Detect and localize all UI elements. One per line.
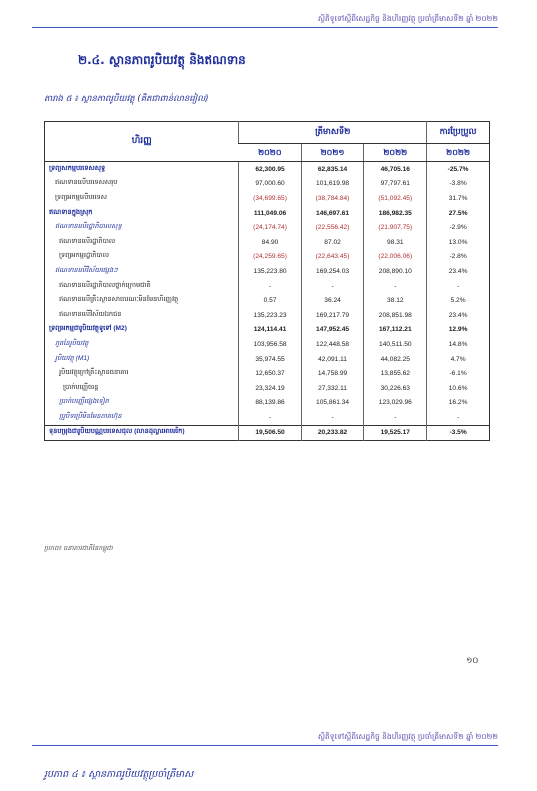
row-label: ទ្រព្យអកម្មលើបរទេស — [55, 193, 108, 201]
value-2021: 122,448.58 — [301, 337, 364, 352]
change-value: 31.7% — [427, 191, 490, 206]
value-2022: 98.31 — [364, 235, 427, 250]
value-2021: - — [301, 410, 364, 425]
row-label: ប្រាក់បញ្ញើចរន្ត — [63, 383, 99, 391]
value-2020: 19,506.50 — [239, 425, 301, 441]
value-2020: 62,300.95 — [239, 162, 301, 177]
change-value: - — [427, 279, 490, 294]
change-value: 5.2% — [427, 293, 490, 308]
row-label: ឥណទានលើរដ្ឋាភិបាលថ្នាក់ក្រោមជាតិ — [59, 281, 151, 289]
value-2022: 38.12 — [364, 293, 427, 308]
table-row — [45, 352, 490, 367]
value-2022: (21,907.75) — [364, 220, 427, 235]
value-2020: 135,223.80 — [239, 264, 301, 279]
table-row — [45, 191, 490, 206]
table-row — [45, 250, 490, 265]
value-2020: (24,259.65) — [239, 250, 301, 265]
section-title: ២.៤. ស្ថានភាពរូបិយវត្ថុ និងឥណទាន — [78, 53, 246, 67]
value-2021: (22,643.45) — [301, 250, 364, 265]
value-2020: 124,114.41 — [239, 323, 301, 338]
change-value: -2.8% — [427, 250, 490, 265]
change-value: 10.6% — [427, 381, 490, 396]
change-value: -3.5% — [427, 425, 490, 441]
row-label: រូបិយវត្ថុក្រៅគ្រឹះស្ថានធនាគារ — [59, 369, 129, 377]
table-caption: តារាង ៥ ៖ ស្ថានភាពរូបិយវត្ថុ (គិតជាពាន់លានរៀល) — [44, 94, 209, 104]
value-2022: 30,226.63 — [364, 381, 427, 396]
footer-rule — [32, 745, 498, 746]
value-2021: 20,233.82 — [301, 425, 364, 441]
table-row — [45, 206, 490, 221]
value-2021: - — [301, 279, 364, 294]
table-row — [45, 235, 490, 250]
value-2021: 169,217.79 — [301, 308, 364, 323]
change-value: -3.8% — [427, 177, 490, 192]
value-2022: (51,092.45) — [364, 191, 427, 206]
value-2021: 147,952.45 — [301, 323, 364, 338]
value-2020: 0.57 — [239, 293, 301, 308]
change-value: -25.7% — [427, 162, 490, 177]
change-value: 27.5% — [427, 206, 490, 221]
table-row — [45, 425, 490, 441]
value-2022: - — [364, 279, 427, 294]
value-2020: - — [239, 279, 301, 294]
row-label: រូបិយវត្ថុ (M1) — [55, 354, 90, 362]
row-label: ទុនបម្រុងជារូបិយបណ្ណបរទេសដុល (លានដុល្លារអាមេរិក) — [45, 425, 239, 441]
page-number: ១០ — [466, 656, 479, 666]
value-2022: 140,511.50 — [364, 337, 427, 352]
figure-title: រូបភាព ៤ ៖ ស្ថានភាពរូបិយវត្ថុប្រចាំត្រីមាស — [44, 769, 194, 780]
year-header: ២០២១ — [301, 144, 364, 162]
table-row — [45, 381, 490, 396]
row-label: ទ្រព្យអកម្មជារូបិយវត្ថុទូទៅ (M2) — [49, 325, 127, 333]
row-label: ទ្រព្យសកម្មបរទេសសុទ្ធ — [49, 164, 106, 172]
value-2022: 44,082.25 — [364, 352, 427, 367]
table-row — [45, 323, 490, 338]
change-value: 23.4% — [427, 264, 490, 279]
table-head-item: ហិរញ្ញ — [45, 122, 239, 162]
value-2022: 123,029.96 — [364, 396, 427, 411]
value-2022: 19,525.17 — [364, 425, 427, 441]
table-row — [45, 410, 490, 425]
value-2022: (22,006.06) — [364, 250, 427, 265]
value-2021: (22,556.42) — [301, 220, 364, 235]
table-row — [45, 162, 490, 177]
footer-running-title: ស្ថិតិទូទៅស្តីពីសេដ្ឋកិច្ច និងហិរញ្ញវត្ថុ ប្រចាំត្រីមាសទី២ ឆ្នាំ ២០២២ — [317, 732, 498, 741]
value-2021: 101,619.98 — [301, 177, 364, 192]
change-value: 16.2% — [427, 396, 490, 411]
header-rule — [32, 27, 498, 28]
table-row — [45, 177, 490, 192]
value-2021: 42,091.11 — [301, 352, 364, 367]
row-label: ឥណទានលើរដ្ឋាភិបាល — [59, 237, 116, 245]
row-label: ប្រូបិទប្រើមិនមែនភាគហ៊ុន — [59, 412, 122, 420]
value-2021: 14,758.99 — [301, 366, 364, 381]
row-label: ភូតនៃរូបិយវត្ថុ — [55, 339, 89, 347]
value-2020: 103,956.58 — [239, 337, 301, 352]
table-row — [45, 396, 490, 411]
row-label: ឥណទានលើវិស័យឯកជន — [59, 310, 122, 318]
table-row — [45, 308, 490, 323]
value-2020: 84.90 — [239, 235, 301, 250]
value-2021: 36.24 — [301, 293, 364, 308]
value-2021: 87.02 — [301, 235, 364, 250]
value-2021: 27,332.11 — [301, 381, 364, 396]
value-2020: (24,174.74) — [239, 220, 301, 235]
change-value: - — [427, 410, 490, 425]
value-2020: 35,974.55 — [239, 352, 301, 367]
value-2020: 23,324.19 — [239, 381, 301, 396]
value-2021: 62,835.14 — [301, 162, 364, 177]
table-row — [45, 293, 490, 308]
change-year-header: ២០២២ — [427, 144, 490, 162]
value-2022: - — [364, 410, 427, 425]
table-head-change: ការប្រែប្រួល — [427, 122, 490, 144]
value-2021: 146,697.61 — [301, 206, 364, 221]
table-row — [45, 220, 490, 235]
value-2022: 186,982.35 — [364, 206, 427, 221]
change-value: 4.7% — [427, 352, 490, 367]
change-value: 23.4% — [427, 308, 490, 323]
value-2022: 208,890.10 — [364, 264, 427, 279]
year-header: ២០២២ — [364, 144, 427, 162]
row-label: ឥណទានលើវិស័យផ្សេងៗ — [55, 266, 118, 274]
value-2020: - — [239, 410, 301, 425]
table-body — [45, 162, 490, 441]
change-value: -6.1% — [427, 366, 490, 381]
value-2020: 135,223.23 — [239, 308, 301, 323]
change-value: -2.9% — [427, 220, 490, 235]
value-2020: 111,049.06 — [239, 206, 301, 221]
row-label: ឥណទានលើបរទេសសរុប — [55, 179, 118, 187]
row-label: ឥណទានលើរដ្ឋាភិបាលសុទ្ធ — [55, 223, 122, 231]
table-row — [45, 366, 490, 381]
change-value: 13.0% — [427, 235, 490, 250]
table-row — [45, 279, 490, 294]
table-row — [45, 264, 490, 279]
table-row — [45, 337, 490, 352]
value-2020: 97,000.60 — [239, 177, 301, 192]
running-header: ស្ថិតិទូទៅស្តីពីសេដ្ឋកិច្ច និងហិរញ្ញវត្ថុ ប្រចាំត្រីមាសទី២ ឆ្នាំ ២០២២ — [317, 14, 498, 23]
value-2022: 13,855.62 — [364, 366, 427, 381]
row-label: ឥណទានលើគ្រឹះស្ថានសាធារណៈមិនមែនហិរញ្ញវត្ថុ — [59, 296, 179, 304]
change-value: 12.9% — [427, 323, 490, 338]
value-2021: 169,254.03 — [301, 264, 364, 279]
monetary-survey-table — [44, 121, 490, 441]
value-2022: 167,112.21 — [364, 323, 427, 338]
year-header: ២០២០ — [239, 144, 301, 162]
value-2022: 46,705.16 — [364, 162, 427, 177]
value-2022: 208,851.98 — [364, 308, 427, 323]
source-note: ប្រភព៖ ធនាគារជាតិនៃកម្ពុជា — [44, 544, 113, 552]
value-2020: (34,699.65) — [239, 191, 301, 206]
row-label: ប្រាក់បញ្ញើផ្សេងទៀត — [59, 398, 109, 406]
change-value: 14.8% — [427, 337, 490, 352]
value-2020: 88,139.86 — [239, 396, 301, 411]
value-2020: 12,650.37 — [239, 366, 301, 381]
value-2021: 105,861.34 — [301, 396, 364, 411]
value-2022: 97,797.61 — [364, 177, 427, 192]
row-label: ទ្រព្យអកម្មរដ្ឋាភិបាល — [59, 252, 109, 260]
value-2021: (38,784.84) — [301, 191, 364, 206]
row-label: ឥណទានក្នុងស្រុក — [49, 208, 93, 216]
table-head-group: ត្រីមាសទី២ — [239, 122, 427, 144]
